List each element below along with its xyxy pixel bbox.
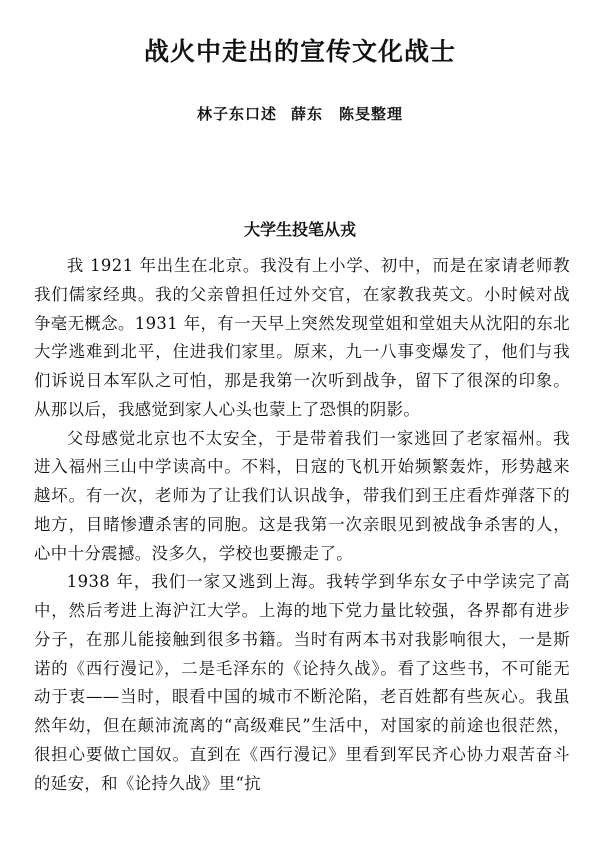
article-title: 战火中走出的宣传文化战士	[143, 37, 456, 66]
section-heading: 大学生投笔从戎	[243, 220, 356, 239]
paragraph-1: 我 1921 年出生在北京。我没有上小学、初中，而是在家请老师教我们儒家经典。我的父亲曾担任过外交官，在家教我英文。小时候对战争毫无概念。1931 年，有一天早上突然发现堂姐和堂姐夫从沈阳的东北大学逃难到北平，住进我们家里。原来，九一八事变爆发了，他们与我们诉说日本军队之可怕，那是我第一次听到战争，留下了很深的印象。从那以后，我感觉到家人心头也蒙上了恐惧的阴影。	[34, 256, 570, 419]
byline	[0, 103, 600, 125]
article-body	[34, 252, 570, 798]
byline-narrator: 林子东口述	[196, 105, 277, 123]
byline-editors: 薛东 陈旻整理	[291, 105, 404, 123]
paragraph-3: 1938 年，我们一家又逃到上海。我转学到华东女子中学读完了高中，然后考进上海沪江大学。上海的地下党力量比较强，各界都有进步分子，在那儿能接触到很多书籍。当时有两本书对我影响很大，一是斯诺的《西行漫记》，二是毛泽东的《论持久战》。看了这些书，不可能无动于衷——当时，眼看中国的城市不断沦陷，老百姓都有些灰心。我虽然年幼，但在颠沛流离的“高级难民”生活中，对国家的前途也很茫然，很担心要做亡国奴。直到在《西行漫记》里看到军民齐心协力艰苦奋斗的延安，和《论持久战》里“抗	[34, 572, 570, 793]
paragraph-2: 父母感觉北京也不太安全，于是带着我们一家逃回了老家福州。我进入福州三山中学读高中。不料，日寇的飞机开始频繁轰炸，形势越来越坏。有一次，老师为了让我们认识战争，带我们到王庄看炸弹落下的地方，目睹惨遭杀害的同胞。这是我第一次亲眼见到被战争杀害的人，心中十分震撼。没多久，学校也要搬走了。	[34, 428, 570, 563]
